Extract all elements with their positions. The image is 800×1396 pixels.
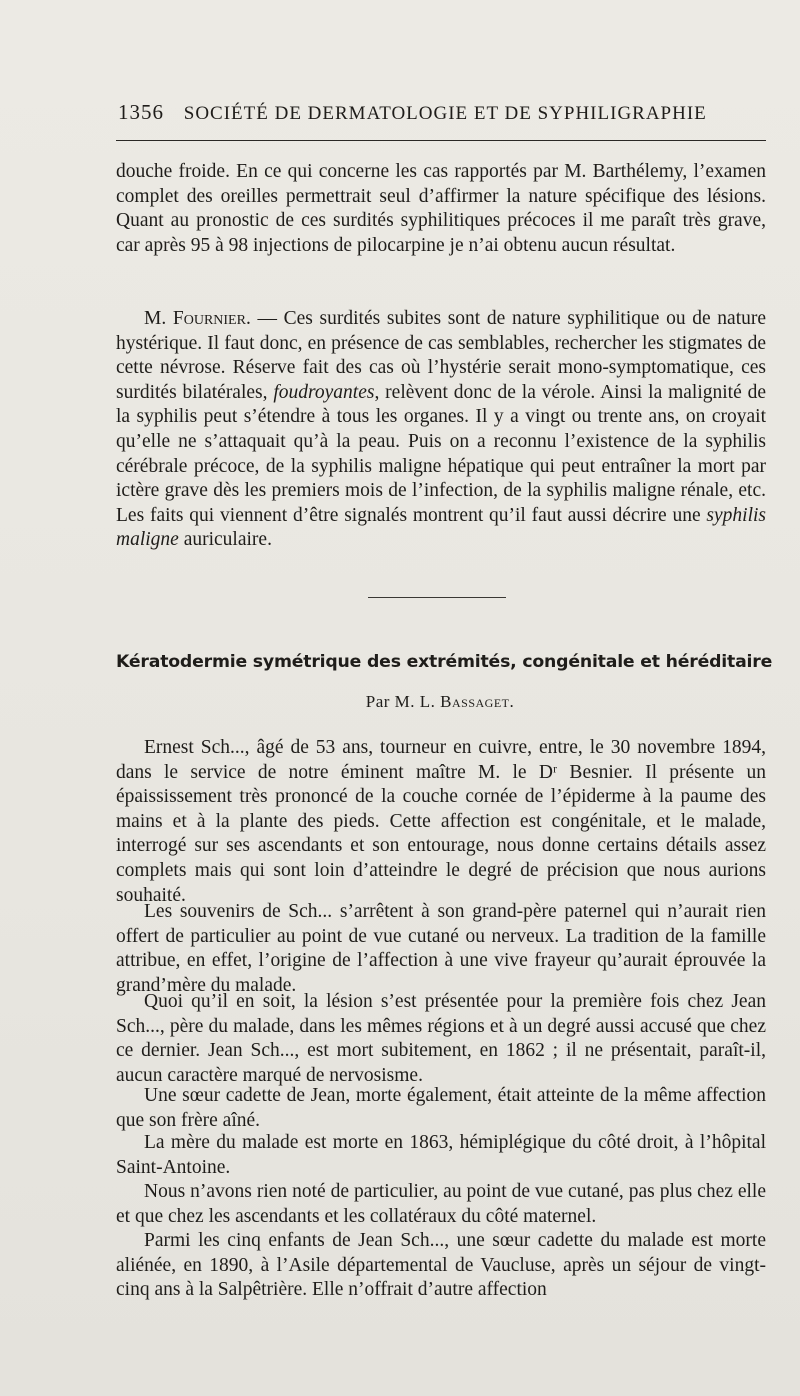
body-paragraph: Quoi qu’il en soit, la lésion s’est présentée pour la première fois chez Jean Sch..., père du malade, dans les mêmes régions et à un degré aussi accusé que chez ce dernier. Jean Sch..., est mort subitement, en 1862 ; il ne présentait, paraît-il, aucun caractère marqué de nervosisme. xyxy=(116,991,766,1086)
section-divider xyxy=(368,597,506,598)
running-header xyxy=(118,100,768,125)
byline-prefix: Par M. L. xyxy=(365,692,441,711)
paragraph-text: , relèvent donc de la vérole. Ainsi la malignité de la syphilis peut s’étendre à tous les organes. Il y a vingt ou trente ans, on croyait qu’elle ne s’attaquait qu’à la peau. Puis on a reconnu l’existence de la syphilis cérébrale précoce, de la syphilis maligne hépatique qui peut entraîner la mort par ictère grave dès les premiers mois de l’infection, de la syphilis maligne rénale, etc. Les faits qui viennent d’être signalés montrent qu’il faut aussi décrire une xyxy=(116,381,766,526)
italic-term: syphilis maligne xyxy=(116,504,766,551)
article-byline xyxy=(0,692,800,712)
italic-term: foudroyantes xyxy=(273,381,375,403)
paragraph-text: — Ces surdités subites sont de nature syphilitique ou de nature hystérique. Il faut donc, en présence de cas semblables, rechercher les stigmates de cette névrose. Réserve fait des cas où l’hystérie serait mono-symptomatique, ces surdités bilatérales, xyxy=(116,308,767,403)
body-paragraph: Nous n’avons rien noté de particulier, au point de vue cutané, pas plus chez elle et que chez les ascendants et les collatéraux du côté maternel. xyxy=(116,1181,766,1227)
body-paragraph: La mère du malade est morte en 1863, hémiplégique du côté droit, à l’hôpital Saint-Antoine. xyxy=(116,1132,766,1178)
page-number: 1356 xyxy=(118,100,164,124)
running-title: SOCIÉTÉ DE DERMATOLOGIE ET DE SYPHILIGRAPHIE xyxy=(183,103,707,124)
speaker-name: M. Fournier. xyxy=(144,308,251,329)
article-title: Kératodermie symétrique des extrémités, congénitale et héréditaire xyxy=(116,652,773,672)
paragraph-text: auriculaire. xyxy=(178,529,272,551)
body-paragraph: Une sœur cadette de Jean, morte également, était atteinte de la même affection que son frère aîné. xyxy=(116,1085,766,1131)
paragraph-fournier xyxy=(116,307,766,553)
body-paragraph: Parmi les cinq enfants de Jean Sch..., une sœur cadette du malade est morte aliénée, en 1890, à l’Asile départemental de Vaucluse, après un séjour de vingt-cinq ans à la Salpêtrière. Elle n’offrait d’autre affection xyxy=(116,1230,766,1301)
header-rule xyxy=(116,140,766,141)
byline-author: Bassaget. xyxy=(440,692,515,711)
body-paragraph: Ernest Sch..., âgé de 53 ans, tourneur en cuivre, entre, le 30 novembre 1894, dans le service de notre éminent maître M. le Dʳ Besnier. Il présente un épaississement très prononcé de la couche cornée de l’épiderme à la paume des mains et à la plante des pieds. Cette affection est congénitale, et le malade, interrogé sur ses ascendants et son entourage, nous donne certains détails assez complets mais qui sont loin d’atteindre le degré de précision que nous aurions souhaité. xyxy=(116,737,766,906)
body-paragraph: Les souvenirs de Sch... s’arrêtent à son grand-père paternel qui n’aurait rien offert de particulier au point de vue cutané ou nerveux. La tradition de la famille attribue, en effet, l’origine de l’affection à une vive frayeur qu’aurait éprouvée la grand’mère du malade. xyxy=(116,901,766,996)
paragraph-1: douche froide. En ce qui concerne les cas rapportés par M. Barthélemy, l’examen complet des oreilles permettrait seul d’affirmer la nature spécifique des lésions. Quant au pronostic de ces surdités syphilitiques précoces il me paraît très grave, car après 95 à 98 injections de pilocarpine je n’ai obtenu aucun résultat. xyxy=(116,161,766,256)
